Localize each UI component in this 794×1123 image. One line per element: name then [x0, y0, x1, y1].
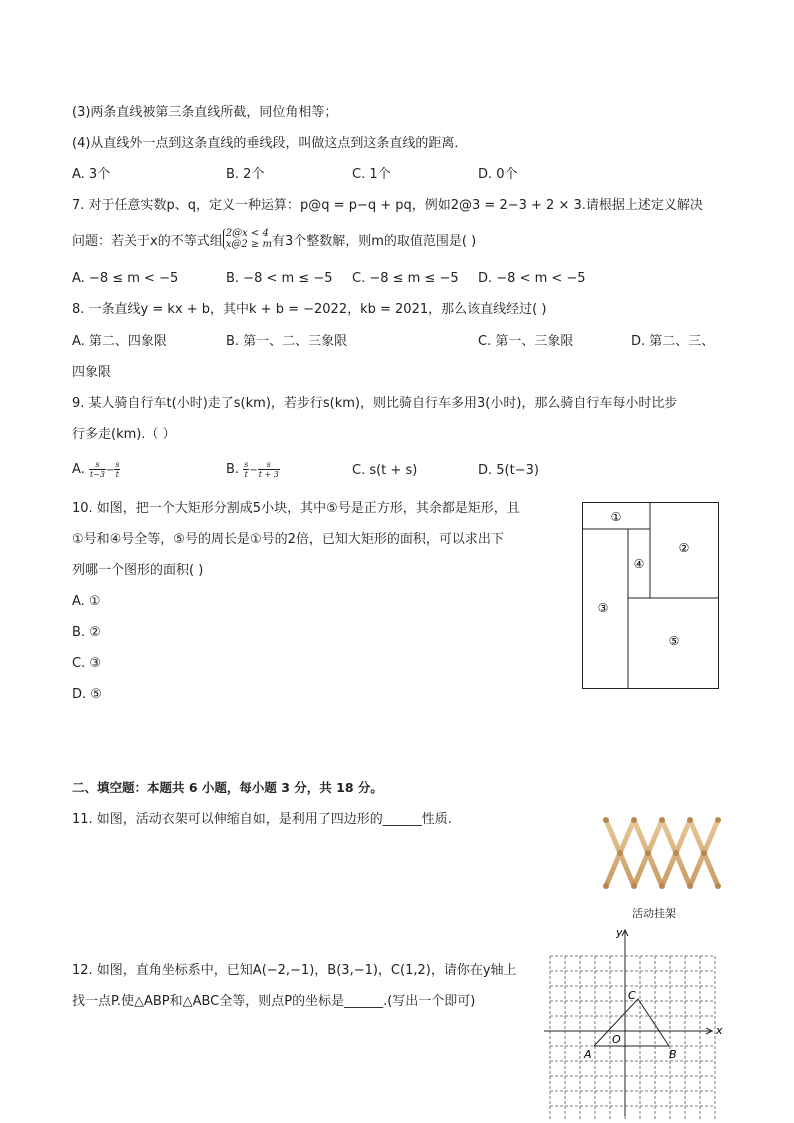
- q8-option-d-wrap: 四象限: [72, 365, 112, 380]
- q6-statement-3: (3)两条直线被第三条直线所截，同位角相等；: [72, 105, 338, 120]
- q12-point-a-label: A: [584, 1048, 592, 1061]
- q6-statement-4: (4)从直线外一点到这条直线的垂线段，叫做这点到这条直线的距离．: [72, 136, 468, 151]
- q6-option-d: D. 0个: [478, 167, 518, 182]
- q10-label-5: ⑤: [668, 634, 680, 648]
- q12-grid: [550, 956, 715, 1120]
- q12-stem-line2: 找一点P.使△ABP和△ABC全等，则点P的坐标是______.(写出一个即可): [72, 994, 476, 1009]
- q10-option-d: D. ⑤: [72, 687, 102, 702]
- q9-a-fraction-2: $\frac{s}{t}$: [115, 460, 120, 479]
- q6-option-b: B. 2个: [226, 167, 265, 182]
- q9-b-fraction-1: $\frac{s}{t}$: [244, 460, 249, 479]
- q7-stem-post: 有3个整数解，则m的取值范围是( ): [271, 234, 477, 249]
- q9-option-c: C. s(t + s): [352, 463, 418, 478]
- q9-option-a-label: A.: [72, 462, 85, 477]
- q10-label-4: ④: [633, 557, 645, 571]
- q10-stem-line1: 10. 如图，把一个大矩形分割成5小块，其中⑤号是正方形，其余都是矩形，且: [72, 501, 520, 516]
- q11-image-caption: 活动挂架: [632, 907, 676, 920]
- q12-coordinate-figure: [544, 924, 724, 1120]
- q7-option-b: B. −8 < m ≤ −5: [226, 271, 333, 286]
- q10-stem-line2: ①号和④号全等，⑤号的周长是①号的2倍，已知大矩形的面积，可以求出下: [72, 532, 504, 547]
- q7-inequality-system: [223, 228, 272, 250]
- q8-option-d: D. 第二、三、: [631, 334, 715, 349]
- q12-point-c-label: C: [628, 989, 636, 1002]
- q9-b-fraction-2: $\frac{s}{t + 3}$: [258, 460, 279, 479]
- q11-stem: 11. 如图，活动衣架可以伸缩自如，是利用了四边形的______性质.: [72, 812, 452, 827]
- section-2-heading: 二、填空题：本题共 6 小题，每小题 3 分，共 18 分。: [72, 780, 383, 795]
- q9-stem-line2: 行多走(km).（ ）: [72, 427, 176, 442]
- q7-stem-line1: 7. 对于任意实数p、q，定义一种运算：p@q = p−q + pq，例如2@3 = 2−3 + 2 × 3.请根据上述定义解决: [72, 198, 703, 213]
- q9-a-fraction-1: $\frac{s}{t-3}$: [89, 460, 105, 479]
- q7-option-c: C. −8 ≤ m ≤ −5: [352, 271, 459, 286]
- q10-option-b: B. ②: [72, 625, 101, 640]
- q12-point-b-label: B: [669, 1048, 677, 1061]
- q12-y-label: y: [616, 926, 623, 939]
- q9-option-b: B. $\frac{s}{t}$ − $\frac{s}{t + 3}$: [226, 460, 279, 479]
- q7-ineq-top: 2@x < 4: [225, 227, 269, 239]
- q12-triangle-abc: [594, 999, 669, 1046]
- q7-stem-line2: [72, 227, 477, 251]
- q6-option-a: A. 3个: [72, 167, 111, 182]
- q12-x-label: x: [716, 1024, 723, 1037]
- q8-option-b: B. 第一、二、三象限: [226, 334, 348, 349]
- q8-option-c: C. 第一、三象限: [478, 334, 574, 349]
- q9-option-b-label: B.: [226, 462, 240, 477]
- q7-option-a: A. −8 ≤ m < −5: [72, 271, 179, 286]
- q9-option-d: D. 5(t−3): [478, 463, 539, 478]
- q7-stem-pre: 问题：若关于x的不等式组: [72, 234, 223, 249]
- q9-stem-line1: 9. 某人骑自行车t(小时)走了s(km)，若步行s(km)，则比骑自行车多用3(小时)，那么骑自行车每小时比步: [72, 396, 678, 411]
- q10-option-c: C. ③: [72, 656, 101, 671]
- q8-option-a: A. 第二、四象限: [72, 334, 167, 349]
- q8-stem: 8. 一条直线y = kx + b，其中k + b = −2022，kb = 2021，那么该直线经过( ): [72, 302, 547, 317]
- q12-stem-line1: 12. 如图，直角坐标系中，已知A(−2,−1)，B(3,−1)，C(1,2)，请你在y轴上: [72, 963, 517, 978]
- q10-label-1: ①: [610, 510, 622, 524]
- q10-label-2: ②: [678, 541, 690, 555]
- q11-rack-image: [592, 808, 726, 900]
- q7-option-d: D. −8 < m < −5: [478, 271, 586, 286]
- q10-rectangle-figure: [580, 500, 722, 692]
- q10-option-a: A. ①: [72, 594, 101, 609]
- q7-ineq-bottom: x@2 ≥ m: [225, 238, 272, 250]
- q9-option-a: A. $\frac{s}{t-3}$ − $\frac{s}{t}$: [72, 460, 120, 479]
- q10-label-3: ③: [597, 601, 609, 615]
- q10-stem-line3: 列哪一个图形的面积( ): [72, 563, 204, 578]
- q6-option-c: C. 1个: [352, 167, 391, 182]
- q12-origin-label: O: [612, 1033, 621, 1046]
